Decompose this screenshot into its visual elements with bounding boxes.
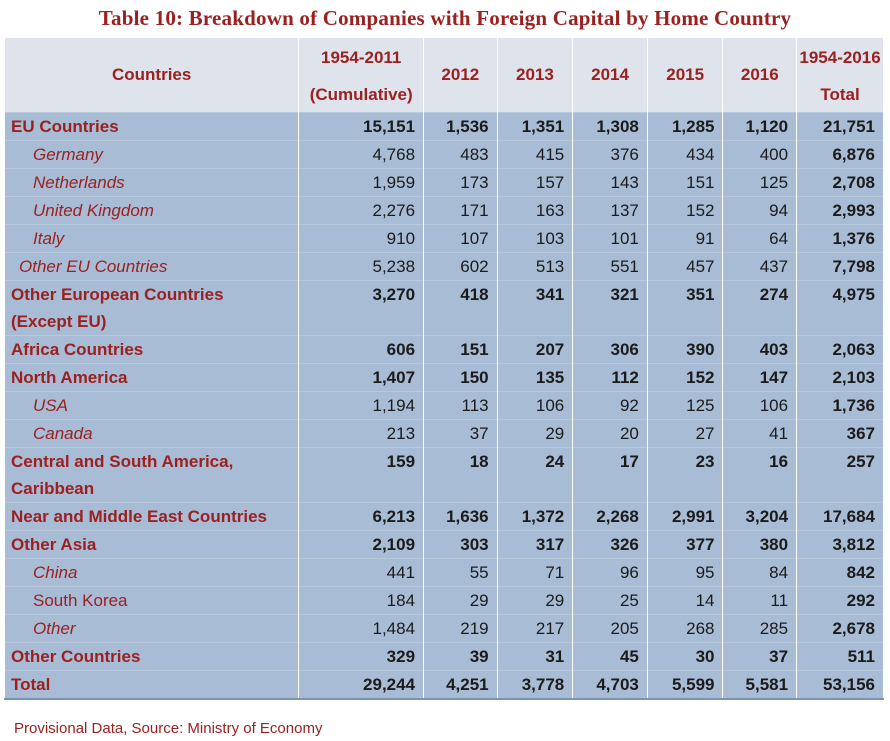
country-name (5, 448, 299, 503)
header-2014: 2014 (573, 38, 648, 113)
cell-2013: 513 (497, 253, 573, 281)
cell-2013: 341 (497, 281, 573, 336)
cell-cumulative: 1,194 (299, 392, 424, 420)
country-name (5, 225, 299, 253)
table-row (5, 503, 884, 531)
header-2016: 2016 (723, 38, 797, 113)
cell-total: 511 (797, 643, 884, 671)
cell-2014: 4,703 (573, 671, 648, 700)
country-name (5, 643, 299, 671)
cell-2012: 1,636 (424, 503, 498, 531)
header-countries: Countries (5, 38, 299, 113)
country-name (5, 671, 299, 700)
cell-2015: 377 (647, 531, 723, 559)
cell-cumulative: 15,151 (299, 113, 424, 141)
country-name-line: United Kingdom (33, 201, 154, 220)
cell-2016: 3,204 (723, 503, 797, 531)
header-total-sub: Total (797, 78, 884, 113)
cell-2013: 1,351 (497, 113, 573, 141)
cell-2014: 45 (573, 643, 648, 671)
table-row (5, 448, 884, 503)
cell-2013: 207 (497, 336, 573, 364)
country-name-line: Central and South America, (11, 452, 234, 471)
country-name-line: South Korea (33, 591, 128, 610)
cell-cumulative: 910 (299, 225, 424, 253)
cell-2016: 64 (723, 225, 797, 253)
cell-2014: 137 (573, 197, 648, 225)
cell-2013: 71 (497, 559, 573, 587)
cell-2014: 92 (573, 392, 648, 420)
table-row (5, 559, 884, 587)
cell-total: 257 (797, 448, 884, 503)
country-name-line: Other European Countries (11, 285, 224, 304)
country-name (5, 113, 299, 141)
cell-cumulative: 1,407 (299, 364, 424, 392)
cell-2013: 29 (497, 420, 573, 448)
cell-2016: 437 (723, 253, 797, 281)
country-name (5, 531, 299, 559)
cell-2012: 418 (424, 281, 498, 336)
cell-2014: 17 (573, 448, 648, 503)
cell-2012: 171 (424, 197, 498, 225)
cell-2015: 152 (647, 364, 723, 392)
country-name-line: Total (11, 675, 51, 694)
cell-total: 53,156 (797, 671, 884, 700)
cell-total: 367 (797, 420, 884, 448)
cell-2016: 125 (723, 169, 797, 197)
cell-2012: 39 (424, 643, 498, 671)
country-name (5, 615, 299, 643)
country-name-line-2: Caribbean (11, 479, 95, 498)
table-row (5, 197, 884, 225)
header-2012: 2012 (424, 38, 498, 113)
cell-2015: 1,285 (647, 113, 723, 141)
cell-2016: 16 (723, 448, 797, 503)
cell-total: 2,993 (797, 197, 884, 225)
cell-2015: 30 (647, 643, 723, 671)
country-name-line: Africa Countries (11, 340, 144, 359)
cell-2015: 27 (647, 420, 723, 448)
cell-2013: 157 (497, 169, 573, 197)
country-name-line: Other (33, 619, 76, 638)
cell-total: 842 (797, 559, 884, 587)
cell-2016: 380 (723, 531, 797, 559)
country-name-line: Other Countries (11, 647, 141, 666)
foreign-capital-table (4, 38, 884, 700)
cell-2012: 219 (424, 615, 498, 643)
cell-2014: 96 (573, 559, 648, 587)
cell-total: 2,103 (797, 364, 884, 392)
country-name-line: Netherlands (33, 173, 125, 192)
cell-total: 7,798 (797, 253, 884, 281)
cell-2016: 403 (723, 336, 797, 364)
cell-2016: 94 (723, 197, 797, 225)
cell-cumulative: 441 (299, 559, 424, 587)
cell-2013: 106 (497, 392, 573, 420)
cell-2012: 29 (424, 587, 498, 615)
cell-total: 17,684 (797, 503, 884, 531)
table-row (5, 392, 884, 420)
cell-2014: 326 (573, 531, 648, 559)
table-row (5, 643, 884, 671)
cell-2015: 152 (647, 197, 723, 225)
cell-2013: 163 (497, 197, 573, 225)
cell-2015: 457 (647, 253, 723, 281)
cell-cumulative: 4,768 (299, 141, 424, 169)
cell-cumulative: 184 (299, 587, 424, 615)
country-name (5, 141, 299, 169)
cell-2015: 91 (647, 225, 723, 253)
cell-2013: 103 (497, 225, 573, 253)
cell-2014: 306 (573, 336, 648, 364)
cell-total: 3,812 (797, 531, 884, 559)
cell-cumulative: 213 (299, 420, 424, 448)
cell-total: 1,736 (797, 392, 884, 420)
cell-2015: 14 (647, 587, 723, 615)
cell-2016: 5,581 (723, 671, 797, 700)
cell-cumulative: 3,270 (299, 281, 424, 336)
cell-2012: 303 (424, 531, 498, 559)
cell-2016: 106 (723, 392, 797, 420)
cell-2016: 37 (723, 643, 797, 671)
cell-cumulative: 2,276 (299, 197, 424, 225)
country-name (5, 364, 299, 392)
country-name (5, 197, 299, 225)
cell-total: 292 (797, 587, 884, 615)
cell-2014: 205 (573, 615, 648, 643)
table-row (5, 281, 884, 336)
table-row (5, 671, 884, 700)
cell-2012: 107 (424, 225, 498, 253)
country-name-line: Near and Middle East Countries (11, 507, 267, 526)
cell-total: 2,678 (797, 615, 884, 643)
cell-2014: 20 (573, 420, 648, 448)
cell-2014: 376 (573, 141, 648, 169)
cell-total: 4,975 (797, 281, 884, 336)
cell-2016: 274 (723, 281, 797, 336)
country-name (5, 587, 299, 615)
header-2013: 2013 (497, 38, 573, 113)
cell-2015: 151 (647, 169, 723, 197)
cell-2014: 25 (573, 587, 648, 615)
cell-2015: 434 (647, 141, 723, 169)
country-name-line: USA (33, 396, 68, 415)
country-name (5, 503, 299, 531)
table-row (5, 587, 884, 615)
cell-cumulative: 29,244 (299, 671, 424, 700)
cell-total: 2,063 (797, 336, 884, 364)
header-cumulative-years: 1954-2011 (299, 38, 424, 78)
header-total-years: 1954-2016 (797, 38, 884, 78)
cell-2012: 37 (424, 420, 498, 448)
cell-total: 1,376 (797, 225, 884, 253)
cell-2014: 551 (573, 253, 648, 281)
cell-cumulative: 5,238 (299, 253, 424, 281)
cell-2015: 268 (647, 615, 723, 643)
table-row (5, 420, 884, 448)
table-row (5, 531, 884, 559)
header-2015: 2015 (647, 38, 723, 113)
country-name-line: North America (11, 368, 128, 387)
cell-cumulative: 606 (299, 336, 424, 364)
cell-2013: 24 (497, 448, 573, 503)
cell-2013: 1,372 (497, 503, 573, 531)
country-name (5, 281, 299, 336)
cell-cumulative: 329 (299, 643, 424, 671)
cell-2015: 390 (647, 336, 723, 364)
country-name-line: Italy (33, 229, 65, 248)
cell-2014: 143 (573, 169, 648, 197)
cell-2015: 125 (647, 392, 723, 420)
cell-2012: 173 (424, 169, 498, 197)
country-name (5, 336, 299, 364)
cell-2016: 41 (723, 420, 797, 448)
cell-2016: 11 (723, 587, 797, 615)
table-row (5, 364, 884, 392)
country-name (5, 253, 299, 281)
cell-2012: 4,251 (424, 671, 498, 700)
cell-2012: 150 (424, 364, 498, 392)
cell-cumulative: 2,109 (299, 531, 424, 559)
cell-cumulative: 1,484 (299, 615, 424, 643)
cell-2016: 84 (723, 559, 797, 587)
cell-2015: 95 (647, 559, 723, 587)
cell-cumulative: 159 (299, 448, 424, 503)
country-name-line: EU Countries (11, 117, 119, 136)
cell-2012: 55 (424, 559, 498, 587)
country-name-line: China (33, 563, 78, 582)
cell-2012: 151 (424, 336, 498, 364)
cell-2016: 400 (723, 141, 797, 169)
cell-2015: 351 (647, 281, 723, 336)
source-footnote: Provisional Data, Source: Ministry of Economy (14, 720, 323, 737)
table-title: Table 10: Breakdown of Companies with Foreign Capital by Home Country (98, 6, 792, 30)
country-name-line-2: (Except EU) (11, 312, 107, 331)
cell-2016: 1,120 (723, 113, 797, 141)
cell-cumulative: 1,959 (299, 169, 424, 197)
cell-2013: 415 (497, 141, 573, 169)
cell-2014: 2,268 (573, 503, 648, 531)
country-name (5, 420, 299, 448)
header-cumulative-sub: (Cumulative) (299, 78, 424, 113)
cell-2013: 135 (497, 364, 573, 392)
cell-2013: 317 (497, 531, 573, 559)
cell-2014: 101 (573, 225, 648, 253)
cell-2016: 285 (723, 615, 797, 643)
cell-2015: 23 (647, 448, 723, 503)
cell-2012: 1,536 (424, 113, 498, 141)
country-name (5, 169, 299, 197)
cell-2012: 113 (424, 392, 498, 420)
country-name-line: Other Asia (11, 535, 97, 554)
cell-2013: 31 (497, 643, 573, 671)
table-row (5, 169, 884, 197)
cell-2013: 217 (497, 615, 573, 643)
country-name-line: Canada (33, 424, 93, 443)
table-row (5, 615, 884, 643)
country-name-line: Germany (33, 145, 103, 164)
cell-2013: 29 (497, 587, 573, 615)
cell-2012: 18 (424, 448, 498, 503)
cell-total: 6,876 (797, 141, 884, 169)
cell-cumulative: 6,213 (299, 503, 424, 531)
table-row (5, 113, 884, 141)
country-name (5, 559, 299, 587)
cell-total: 21,751 (797, 113, 884, 141)
cell-2013: 3,778 (497, 671, 573, 700)
table-row (5, 141, 884, 169)
cell-2012: 602 (424, 253, 498, 281)
cell-2015: 2,991 (647, 503, 723, 531)
table-row (5, 225, 884, 253)
cell-2014: 1,308 (573, 113, 648, 141)
cell-total: 2,708 (797, 169, 884, 197)
cell-2015: 5,599 (647, 671, 723, 700)
country-name-line: Other EU Countries (19, 257, 168, 276)
country-name (5, 392, 299, 420)
cell-2014: 321 (573, 281, 648, 336)
table-row (5, 253, 884, 281)
cell-2014: 112 (573, 364, 648, 392)
cell-2012: 483 (424, 141, 498, 169)
cell-2016: 147 (723, 364, 797, 392)
table-body (5, 113, 884, 700)
table-row (5, 336, 884, 364)
